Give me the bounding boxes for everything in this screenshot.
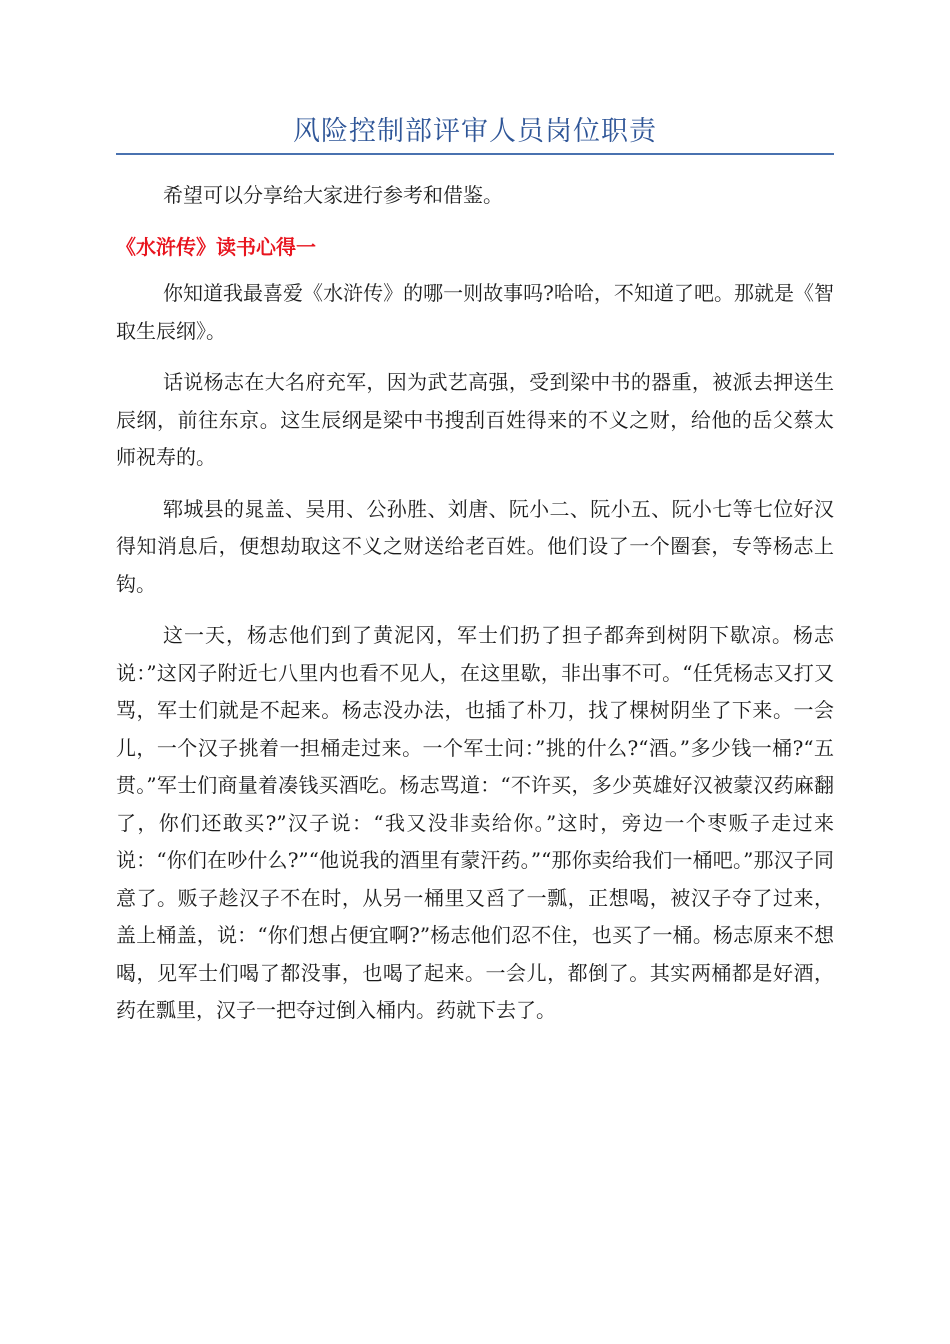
paragraph: 话说杨志在大名府充军，因为武艺高强，受到梁中书的器重，被派去押送生辰纲，前往东京。这生辰纲是梁中书搜刮百姓得来的不义之财，给他的岳父蔡太师祝寿的。 — [116, 370, 834, 469]
section-heading: 《水浒传》读书心得一 — [116, 235, 316, 259]
title-underline — [116, 153, 834, 155]
intro-text: 希望可以分享给大家进行参考和借鉴。 — [163, 183, 503, 207]
body-text — [116, 275, 834, 1044]
paragraph: 郓城县的晁盖、吴用、公孙胜、刘唐、阮小二、阮小五、阮小七等七位好汉得知消息后，便想劫取这不义之财送给老百姓。他们设了一个圈套，专等杨志上钩。 — [116, 496, 834, 596]
paragraph: 你知道我最喜爱《水浒传》的哪一则故事吗?哈哈，不知道了吧。那就是《智取生辰纲》。 — [116, 281, 834, 343]
document-title: 风险控制部评审人员岗位职责 — [293, 116, 657, 147]
paragraph: 这一天，杨志他们到了黄泥冈，军士们扔了担子都奔到树阴下歇凉。杨志说：”这冈子附近七八里内也看不见人，在这里歇，非出事不可。“任凭杨志又打又骂，军士们就是不起来。杨志没办法，也插了朴刀，找了棵树阴坐了下来。一会儿，一个汉子挑着一担桶走过来。一个军士问：”挑的什么?“酒。”多少钱一桶?“五贯。”军士们商量着凑钱买酒吃。杨志骂道：“不许买，多少英雄好汉被蒙汉药麻翻了，你们还敢买?”汉子说：“我又没非卖给你。”这时，旁边一个枣贩子走过来说：“你们在吵什么?”“他说我的酒里有蒙汗药。”“那你卖给我们一桶吧。”那汉子同意了。贩子趁汉子不在时，从另一桶里又舀了一瓢，正想喝，被汉子夺了过来，盖上桶盖，说：“你们想占便宜啊?”杨志他们忍不住，也买了一桶。杨志原来不想喝，见军士们喝了都没事，也喝了起来。一会儿，都倒了。其实两桶都是好酒，药在瓢里，汉子一把夺过倒入桶内。药就下去了。 — [116, 623, 834, 1022]
